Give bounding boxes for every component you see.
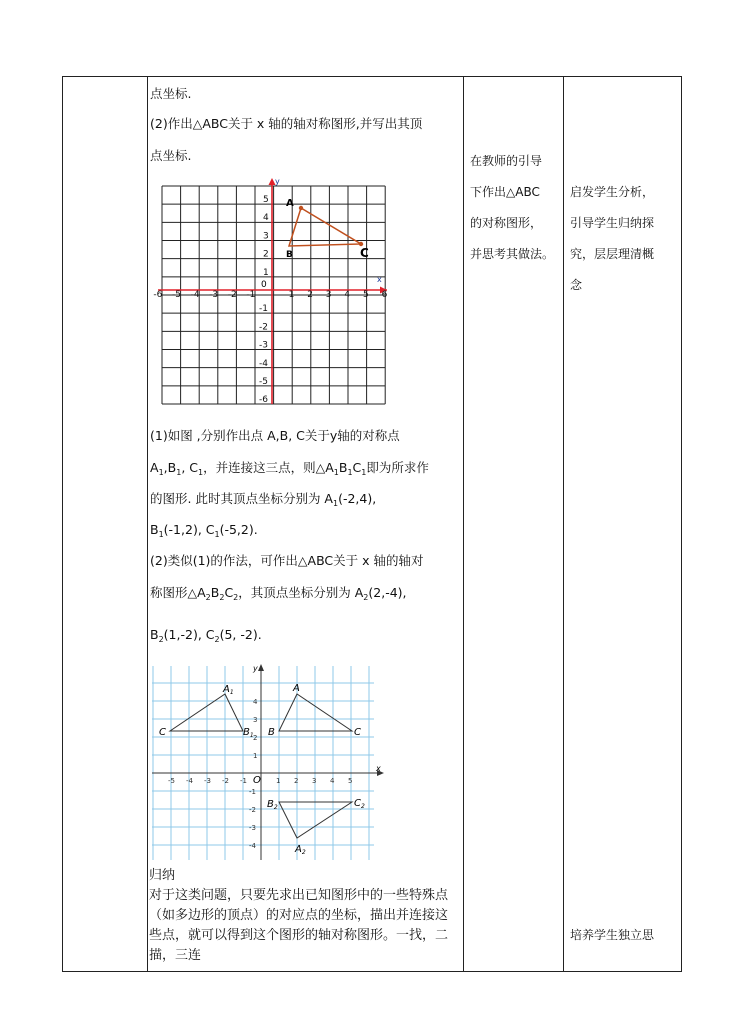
y-tick-label: -4: [259, 358, 268, 369]
x-tick-label: 5: [348, 777, 353, 785]
point-b1-label: $B_1$: [243, 727, 254, 739]
point-c-label: C: [360, 246, 369, 260]
point-b-label: B: [286, 250, 293, 260]
solution-2-line: 称图形$\triangle A_2B_2C_2$，其顶点坐标分别为 $A_2(2,-4)$,: [150, 585, 407, 602]
y-tick-label: 4: [263, 213, 269, 224]
x-tick-label: -2: [227, 290, 237, 300]
y-tick-label: 3: [263, 231, 269, 242]
solution-1-line: $B_1(-1,2)$, $C_1(-5,2)$.: [150, 522, 258, 539]
origin-label: 0: [261, 280, 267, 290]
y-tick-label: 3: [253, 716, 258, 724]
x-tick-label: 3: [325, 290, 332, 300]
x-tick-label: -3: [209, 290, 219, 300]
x-tick-label: -1: [246, 290, 256, 300]
point-c2-label: $C_2$: [354, 798, 365, 810]
x-tick-label: -2: [222, 777, 229, 785]
x-tick-label: -4: [186, 777, 193, 785]
x-tick-label: 4: [330, 777, 335, 785]
design-intent-bottom: 培养学生独立思: [570, 928, 655, 942]
text-line: 念: [570, 278, 583, 292]
solution-2-line: $B_2(1,-2)$, $C_2(5$, -2).: [150, 627, 262, 644]
column-divider: [463, 76, 464, 972]
text-line: 并思考其做法。: [470, 247, 555, 261]
point-a-label: A: [293, 683, 300, 694]
column-divider: [147, 76, 148, 972]
coordinate-graph-2: [150, 664, 386, 862]
x-tick-label: -5: [172, 290, 181, 300]
point-b2-label: $B_2$: [267, 799, 278, 811]
x-tick-label: 1: [276, 777, 281, 785]
text-line: 引导学生归纳探: [570, 216, 655, 230]
point-a2-label: $A_2$: [295, 844, 306, 856]
solution-1-line: 的图形. 此时其顶点坐标分别为 $A_1(-2,4)$,: [150, 491, 377, 508]
point-a-label: A: [286, 198, 294, 209]
coordinate-graph-1: [155, 176, 395, 410]
summary-title: 归纳: [149, 868, 176, 883]
design-intent: [570, 177, 680, 301]
student-activity: [470, 146, 562, 270]
y-tick-label: 2: [253, 734, 258, 742]
y-tick-label: -2: [249, 806, 256, 814]
origin-label: O: [253, 775, 261, 786]
solution-1-line: $A_1,B_1$, $C_1$，并连接这三点，则$\triangle A_1B_1C_1$即为所求作: [150, 460, 429, 477]
y-tick-label: 1: [263, 267, 269, 278]
text-line: 点坐标.: [150, 86, 192, 101]
x-tick-label: 2: [307, 290, 313, 300]
y-axis-label: y: [275, 177, 280, 186]
column-divider: [563, 76, 564, 972]
x-axis-label: x: [377, 275, 382, 284]
point-a1-label: $A_1$: [223, 684, 234, 696]
y-tick-label: -1: [249, 788, 256, 796]
text-line: 究，层层理清概: [570, 247, 655, 261]
summary-text: 对于这类问题，只要先求出已知图形中的一些特殊点（如多边形的顶点）的对应点的坐标，描出并连接这些点，就可以得到这个图形的轴对称图形。一找，二描，三连: [149, 888, 449, 963]
solution-1-line: (1)如图 ,分别作出点 A,B, C关于y轴的对称点: [150, 428, 400, 443]
y-tick-label: -5: [259, 377, 268, 387]
text-line: 启发学生分析，: [570, 185, 655, 199]
y-tick-label: -3: [249, 824, 256, 832]
y-tick-label: -4: [249, 842, 256, 850]
x-tick-label: 2: [294, 777, 299, 785]
y-tick-label: 1: [253, 752, 258, 760]
solution-2-line: (2)类似(1)的作法，可作出△ABC关于 x 轴的轴对: [150, 553, 424, 568]
text-line: (2)作出△ABC关于 x 轴的轴对称图形,并写出其顶: [150, 116, 423, 131]
text-line: 的对称图形，: [470, 216, 543, 230]
point-c1-label: C: [159, 727, 166, 738]
y-tick-label: 4: [253, 698, 258, 706]
x-tick-label: 4: [344, 290, 351, 300]
x-tick-label: 1: [288, 290, 295, 300]
y-tick-label: -3: [259, 340, 268, 351]
x-tick-label: 6: [381, 290, 388, 300]
x-tick-label: -3: [204, 777, 211, 785]
y-tick-label: 5: [263, 195, 269, 205]
text-line: 下作出△ABC: [470, 185, 540, 199]
point-b-label: B: [268, 727, 275, 738]
y-tick-label: -6: [259, 395, 268, 406]
y-tick-label: -2: [259, 322, 268, 333]
x-tick-label: -5: [168, 777, 175, 785]
y-tick-label: -1: [259, 304, 268, 315]
text-line: 点坐标.: [150, 148, 192, 163]
x-tick-label: -4: [190, 290, 200, 300]
x-tick-label: 3: [312, 777, 317, 785]
point-c-label: C: [354, 727, 361, 738]
y-tick-label: 2: [263, 249, 269, 260]
x-axis-label: x: [376, 764, 381, 773]
text-line: 在教师的引导: [470, 154, 543, 168]
x-tick-label: -1: [240, 777, 247, 785]
y-axis-label: y: [253, 664, 258, 673]
x-tick-label: -6: [153, 290, 163, 300]
x-tick-label: 5: [363, 290, 369, 300]
